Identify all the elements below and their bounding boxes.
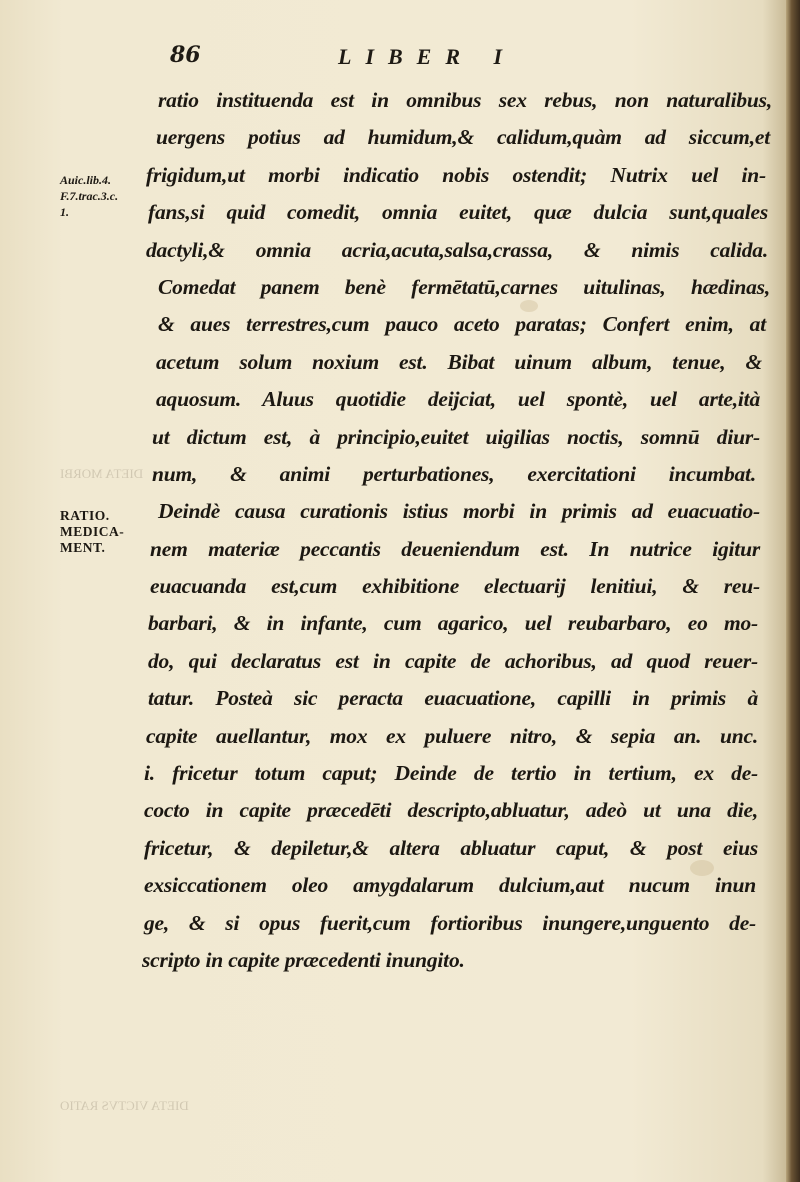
page-number: 86 — [170, 42, 201, 68]
text-line: dactyli,& omnia acria,acuta,salsa,crassa, & nimis calida. — [146, 237, 768, 262]
text-line: exsiccationem oleo amygdalarum dulcium,aut nucum inun — [144, 873, 756, 898]
text-line: uergens potius ad humidum,& calidum,quàm ad siccum,et — [156, 125, 770, 150]
show-through-text: DIETA VICTVS RATIO — [60, 1098, 189, 1113]
text-line: euacuanda est,cum exhibitione electuarij lenitiui, & reu- — [150, 574, 760, 599]
text-line: scripto in capite præcedenti inungito. — [142, 947, 465, 972]
text-line: aquosum. Aluus quotidie deijciat, uel spontè, uel arte,ità — [156, 387, 760, 412]
text-line: barbari, & in infante, cum agarico, uel reubarbaro, eo mo- — [148, 611, 758, 636]
margin-note-line: F.7.trac.3.c. — [60, 189, 119, 203]
text-line: Deindè causa curationis istius morbi in primis ad euacuatio- — [158, 499, 760, 524]
text-line: fricetur, & depiletur,& altera abluatur caput, & post eius — [144, 835, 758, 860]
margin-note-line: MEDICA- — [60, 524, 125, 539]
margin-note-line: 1. — [60, 205, 69, 219]
running-title: LIBER I — [338, 44, 517, 69]
text-line: i. fricetur totum caput; Deinde de tertio in tertium, ex de- — [144, 761, 758, 786]
running-head — [162, 42, 622, 76]
page-fore-edge — [786, 0, 800, 1182]
body-text — [140, 82, 772, 979]
text-line: tatur. Posteà sic peracta euacuatione, capilli in primis à — [148, 686, 758, 711]
text-line: fans,si quid comedit, omnia euitet, quæ dulcia sunt,quales — [148, 200, 768, 225]
text-line: ratio instituenda est in omnibus sex rebus, non naturalibus, — [158, 88, 772, 112]
margin-note-source — [60, 172, 118, 220]
show-through-text: DIETA MORBI — [60, 466, 144, 481]
text-line: ut dictum est, à principio,euitet uigilias noctis, somnū diur- — [152, 424, 760, 449]
text-line: cocto in capite præcedēti descripto,abluatur, adeò ut una die, — [144, 798, 758, 823]
margin-note-line: Auic.lib.4. — [60, 173, 112, 187]
text-line: Comedat panem benè fermētatū,carnes uitulinas, hædinas, — [158, 274, 770, 299]
text-line: ge, & si opus fuerit,cum fortioribus inungere,unguento de- — [144, 910, 756, 935]
text-line: acetum solum noxium est. Bibat uinum album, tenue, & — [156, 349, 762, 374]
text-line: nem materiæ peccantis deueniendum est. In nutrice igitur — [150, 536, 760, 561]
text-line: num, & animi perturbationes, exercitationi incumbat. — [152, 461, 756, 486]
margin-note-section — [60, 508, 124, 556]
margin-note-line: RATIO. — [60, 508, 110, 523]
text-line: frigidum,ut morbi indicatio nobis ostendit; Nutrix uel in- — [146, 162, 766, 187]
margin-note-line: MENT. — [60, 540, 106, 555]
text-line: capite auellantur, mox ex puluere nitro, & sepia an. unc. — [146, 723, 758, 748]
text-line: do, qui declaratus est in capite de achoribus, ad quod reuer- — [148, 648, 758, 673]
text-line: & aues terrestres,cum pauco aceto paratas; Confert enim, at — [158, 312, 766, 337]
